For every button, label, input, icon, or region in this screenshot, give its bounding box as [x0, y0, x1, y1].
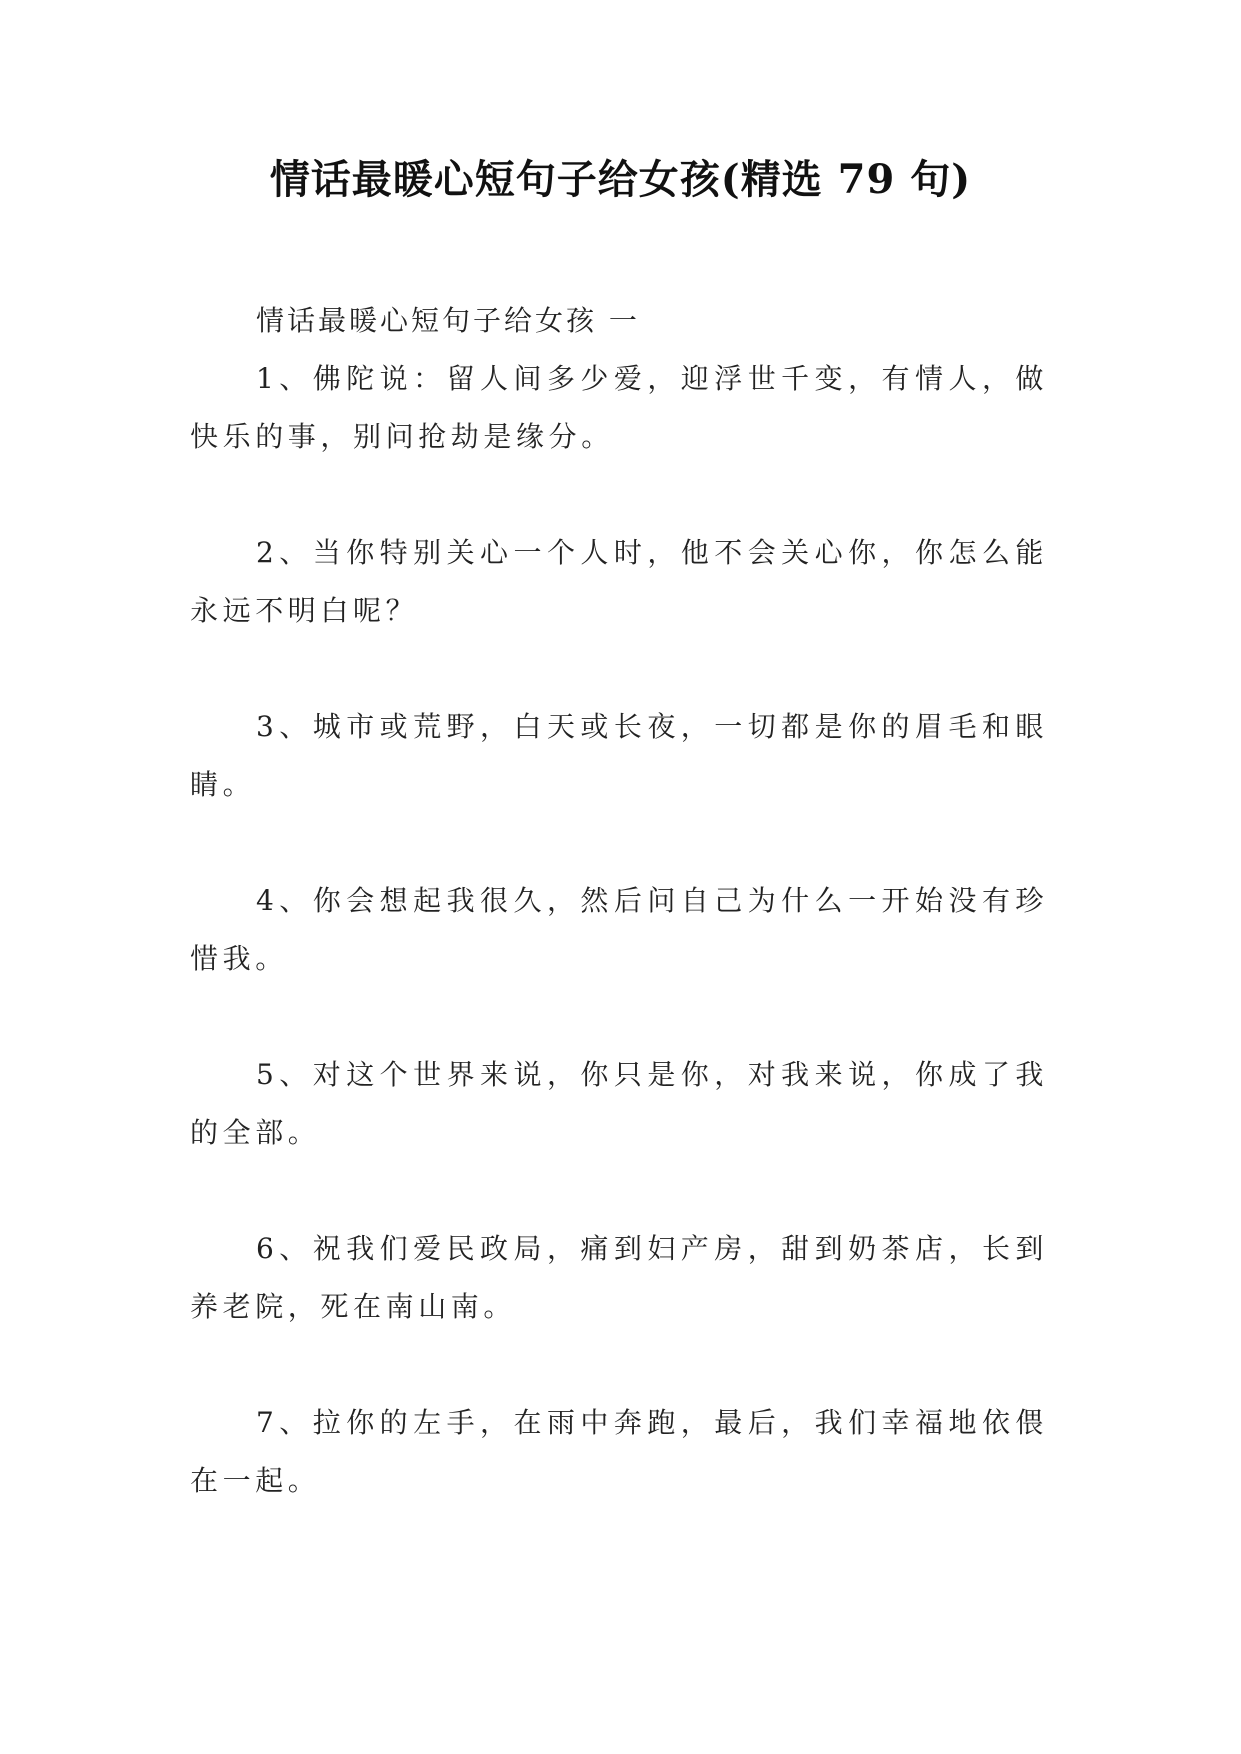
document-body	[190, 292, 1048, 1510]
paragraph-7: 7、拉你的左手，在雨中奔跑，最后，我们幸福地依偎在一起。	[190, 1406, 1048, 1497]
paragraph-5: 5、对这个世界来说，你只是你，对我来说，你成了我的全部。	[190, 1058, 1048, 1149]
section-heading: 情话最暖心短句子给女孩 一	[256, 304, 640, 337]
paragraph-spacer	[190, 988, 1048, 1046]
paragraph-spacer	[190, 814, 1048, 872]
document-title: 情话最暖心短句子给女孩(精选 79 句)	[269, 156, 972, 203]
paragraph-spacer	[190, 1162, 1048, 1220]
paragraph-1: 1、佛陀说：留人间多少爱，迎浮世千变，有情人，做快乐的事，别问抢劫是缘分。	[190, 362, 1048, 453]
paragraph-4: 4、你会想起我很久，然后问自己为什么一开始没有珍惜我。	[190, 884, 1048, 975]
paragraph-spacer	[190, 640, 1048, 698]
paragraph-spacer	[190, 1336, 1048, 1394]
paragraph-spacer	[190, 466, 1048, 524]
paragraph-6: 6、祝我们爱民政局，痛到妇产房，甜到奶茶店，长到养老院，死在南山南。	[190, 1232, 1048, 1323]
paragraph-3: 3、城市或荒野，白天或长夜，一切都是你的眉毛和眼睛。	[190, 710, 1048, 801]
paragraph-2: 2、当你特别关心一个人时，他不会关心你，你怎么能永远不明白呢？	[190, 536, 1048, 627]
